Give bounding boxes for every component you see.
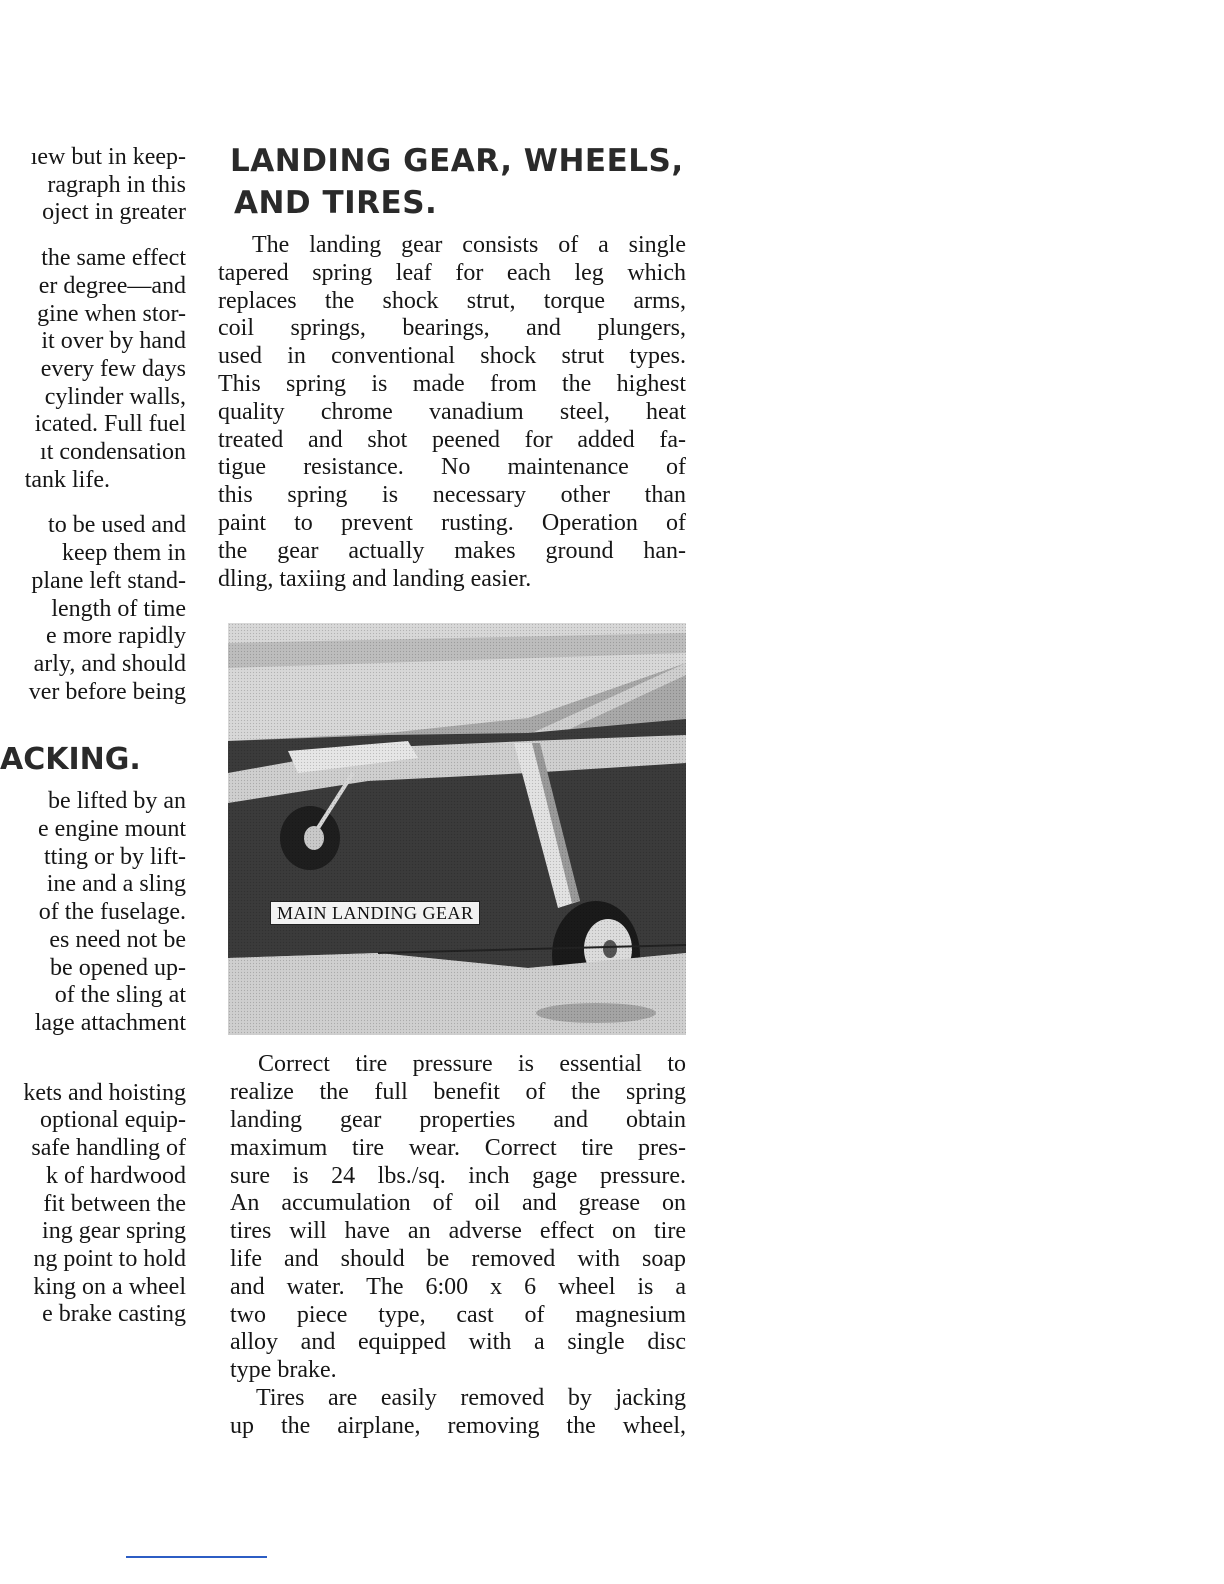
- text-line: fit between the: [43, 1190, 186, 1217]
- text-line: lage attachment: [34, 1009, 186, 1036]
- text-line: oject in greater: [42, 199, 186, 226]
- landing-gear-intro-paragraph: [218, 232, 686, 593]
- text-line: tapered spring leaf for each leg which: [218, 259, 686, 286]
- text-line: arly, and should: [33, 650, 186, 677]
- landing-gear-illustration: [228, 623, 686, 1035]
- text-line: be opened up-: [50, 954, 186, 981]
- text-line: alloy and equipped with a single disc: [230, 1329, 686, 1356]
- heading-line: AND TIRES.: [234, 185, 438, 221]
- text-line: tigue resistance. No maintenance of: [218, 454, 686, 481]
- text-line: sure is 24 lbs./sq. inch gage pressure.: [230, 1162, 686, 1189]
- text-line: e brake casting: [42, 1301, 186, 1328]
- text-line: every few days: [40, 355, 186, 382]
- text-line: realize the full benefit of the spring: [230, 1079, 686, 1106]
- text-line: e engine mount: [38, 816, 186, 843]
- section-heading-landing-gear: [230, 140, 686, 224]
- text-line: replaces the shock strut, torque arms,: [218, 287, 686, 314]
- text-line: This spring is made from the highest: [218, 370, 686, 397]
- text-line: used in conventional shock strut types.: [218, 343, 686, 370]
- tire-pressure-paragraph: [230, 1051, 686, 1440]
- text-line: icated. Full fuel: [34, 411, 186, 438]
- photo-caption-label: MAIN LANDING GEAR: [270, 901, 480, 925]
- footnote-divider: [126, 1556, 267, 1558]
- text-line: ng point to hold: [33, 1245, 186, 1272]
- text-line: length of time: [51, 595, 186, 622]
- text-line: plane left stand-: [31, 567, 186, 594]
- text-line: to be used and: [48, 512, 186, 539]
- heading-line: LANDING GEAR, WHEELS,: [230, 143, 684, 179]
- left-paragraph-2: [0, 245, 186, 494]
- text-line: Tires are easily removed by jacking: [256, 1384, 686, 1411]
- text-line: An accumulation of oil and grease on: [230, 1190, 686, 1217]
- text-line: es need not be: [49, 926, 186, 953]
- main-landing-gear-photo: [228, 623, 686, 1035]
- text-line: The landing gear consists of a single: [252, 232, 686, 258]
- left-paragraph-4: [0, 788, 186, 1037]
- text-line: er degree—and: [38, 272, 186, 299]
- text-line: up the airplane, removing the wheel,: [230, 1412, 686, 1439]
- text-line: k of hardwood: [46, 1162, 186, 1189]
- text-line: gine when stor-: [37, 300, 186, 327]
- left-column: [0, 144, 186, 1347]
- left-paragraph-1: [0, 144, 186, 227]
- text-line: the same effect: [41, 245, 186, 272]
- text-line: cylinder walls,: [44, 383, 186, 410]
- text-line: be lifted by an: [48, 788, 186, 815]
- text-line: ver before being: [28, 678, 186, 705]
- text-line: the gear actually makes ground han-: [218, 537, 686, 564]
- text-line: optional equip-: [40, 1107, 186, 1134]
- text-line: of the fuselage.: [38, 899, 186, 926]
- text-line: ine and a sling: [46, 871, 186, 898]
- text-line: tires will have an adverse effect on tire: [230, 1218, 686, 1245]
- text-line: safe handling of: [31, 1135, 186, 1162]
- text-line: two piece type, cast of magnesium: [230, 1301, 686, 1328]
- right-column: [218, 140, 686, 1441]
- text-line: ing gear spring: [42, 1218, 186, 1245]
- text-line: Correct tire pressure is essential to: [258, 1051, 686, 1078]
- text-line: tting or by lift-: [44, 843, 186, 870]
- text-line: ıew but in keep-: [30, 144, 186, 170]
- text-line: of the sling at: [54, 982, 186, 1009]
- text-line: quality chrome vanadium steel, heat: [218, 398, 686, 425]
- text-line: e more rapidly: [46, 623, 186, 650]
- text-line: type brake.: [230, 1357, 337, 1384]
- text-line: king on a wheel: [33, 1273, 186, 1300]
- left-paragraph-5: [0, 1080, 186, 1329]
- text-line: life and should be removed with soap: [230, 1245, 686, 1272]
- text-line: coil springs, bearings, and plungers,: [218, 315, 686, 342]
- text-line: keep them in: [62, 540, 186, 567]
- text-line: dling, taxiing and landing easier.: [218, 565, 532, 592]
- text-line: ragraph in this: [47, 171, 186, 198]
- text-line: kets and hoisting: [23, 1079, 186, 1106]
- text-line: maximum tire wear. Correct tire pres-: [230, 1134, 686, 1161]
- text-line: landing gear properties and obtain: [230, 1106, 686, 1133]
- text-line: it over by hand: [41, 328, 186, 355]
- text-line: paint to prevent rusting. Operation of: [218, 509, 686, 536]
- left-paragraph-3: [0, 512, 186, 706]
- text-line: this spring is necessary other than: [218, 482, 686, 509]
- section-heading-jacking: ACKING.: [0, 742, 141, 778]
- text-line: and water. The 6:00 x 6 wheel is a: [230, 1273, 686, 1300]
- text-line: tank life.: [24, 466, 110, 493]
- text-line: treated and shot peened for added fa-: [218, 426, 686, 453]
- text-line: ıt condensation: [40, 439, 186, 466]
